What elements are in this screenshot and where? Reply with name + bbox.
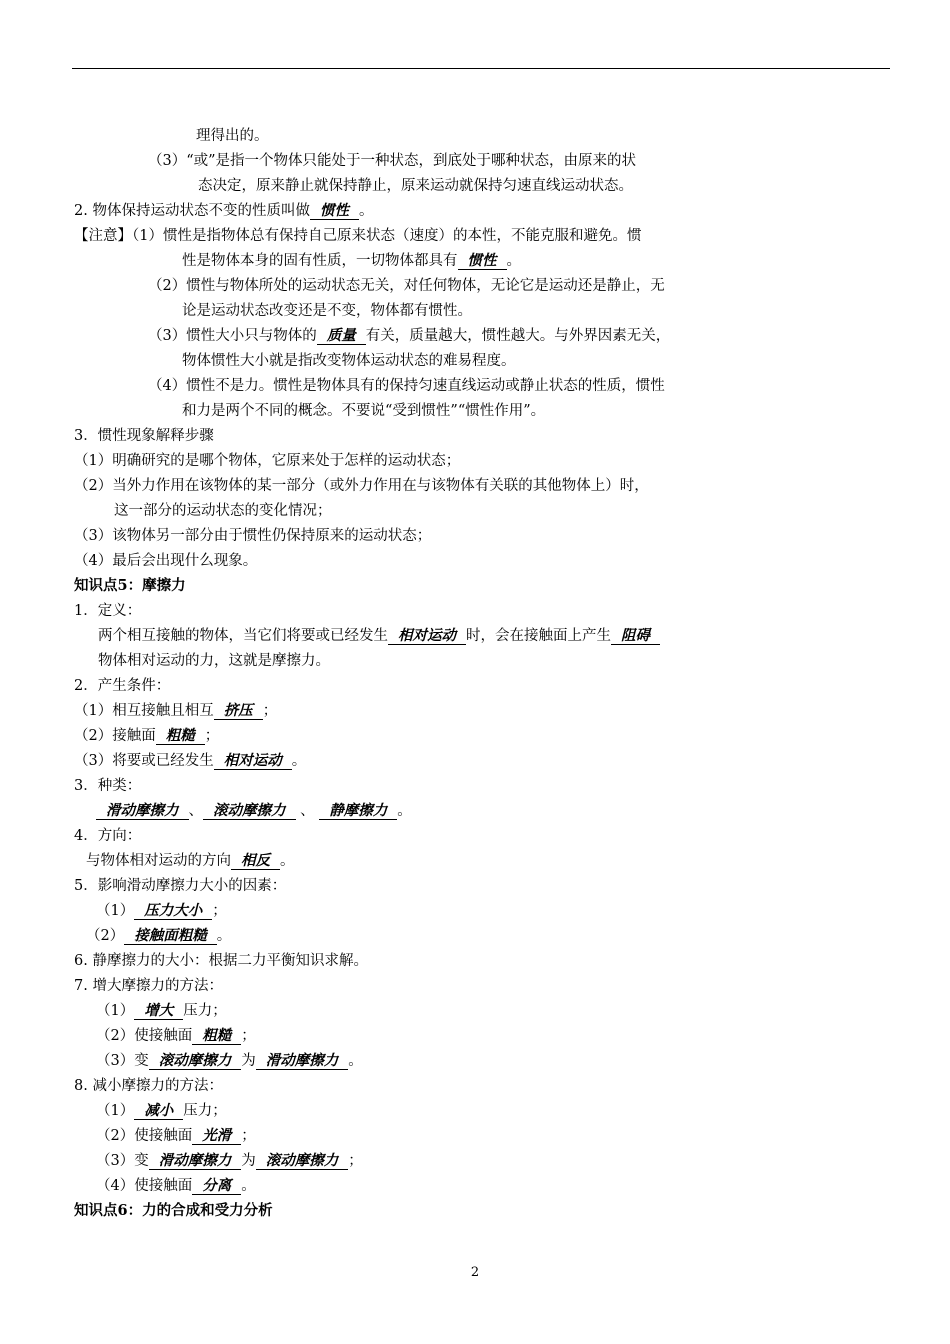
text-line (74, 752, 306, 770)
text-run: ； (204, 728, 220, 744)
answer-blank: 滑动摩擦力 (96, 803, 189, 820)
text-line (74, 477, 649, 495)
text-line (74, 677, 170, 695)
text-line (96, 1127, 256, 1145)
text-run: 8. 减小摩擦力的方法： (74, 1078, 223, 1094)
text-line (96, 1052, 363, 1070)
text-line (114, 502, 332, 520)
text-run: 。 (506, 253, 521, 269)
text-line (74, 952, 368, 970)
answer-blank: 滚动摩擦力 (203, 803, 296, 820)
header-rule (72, 68, 890, 69)
text-line (74, 777, 141, 795)
section-heading (74, 577, 186, 595)
text-run: （3）变 (96, 1153, 149, 1169)
answer-blank: 相对运动 (214, 753, 292, 770)
text-run: 这一部分的运动状态的变化情况； (114, 503, 332, 519)
text-run: （3）“或”是指一个物体只能处于一种状态，到底处于哪种状态，由原来的状 (148, 153, 637, 169)
text-line (96, 802, 412, 820)
answer-blank: 光滑 (192, 1128, 241, 1145)
text-run: （2） (86, 928, 125, 944)
text-line (98, 627, 660, 645)
text-line (74, 602, 141, 620)
text-run: （2）接触面 (74, 728, 156, 744)
text-run: 、 (295, 803, 320, 819)
text-run: （2）使接触面 (96, 1128, 193, 1144)
text-line (182, 352, 516, 370)
text-run: 物体惯性大小就是指改变物体运动状态的难易程度。 (182, 353, 516, 369)
text-run: ； (241, 1128, 256, 1144)
answer-blank: 惯性 (458, 253, 507, 270)
text-line (182, 402, 545, 420)
text-run: 态决定，原来静止就保持静止，原来运动就保持匀速直线运动状态。 (198, 178, 633, 194)
text-line (96, 1002, 227, 1020)
text-run: 。 (280, 853, 295, 869)
text-run: 3．种类： (74, 778, 142, 794)
answer-blank: 增大 (134, 1003, 183, 1020)
text-line (86, 852, 295, 870)
text-line (96, 902, 227, 920)
text-line (74, 227, 641, 245)
answer-blank: 粗糙 (156, 728, 205, 745)
text-run: 理得出的。 (196, 128, 269, 144)
text-run: （1） (96, 903, 135, 919)
text-run: 为 (241, 1153, 256, 1169)
text-run: ； (241, 1028, 256, 1044)
answer-blank: 滑动摩擦力 (149, 1153, 242, 1170)
text-line (148, 277, 665, 295)
text-line (98, 652, 330, 670)
text-run: 。 (291, 753, 307, 769)
text-line (148, 152, 636, 170)
text-run: ； (348, 1153, 363, 1169)
text-run: 。 (241, 1178, 256, 1194)
text-run: 有关，质量越大，惯性越大。与外界因素无关， (365, 328, 671, 344)
text-run: （1）明确研究的是哪个物体，它原来处于怎样的运动状态； (74, 453, 461, 469)
answer-blank: 分离 (192, 1178, 241, 1195)
text-run: （2）当外力作用在该物体的某一部分（或外力作用在与该物体有关联的其他物体上）时， (74, 478, 649, 494)
answer-blank: 接触面粗糙 (124, 928, 217, 945)
text-run: 性是物体本身的固有性质，一切物体都具有 (182, 253, 458, 269)
text-line (74, 1077, 223, 1095)
answer-blank: 粗糙 (192, 1028, 241, 1045)
text-run: （4）惯性不是力。惯性是物体具有的保持匀速直线运动或静止状态的性质，惯性 (148, 378, 665, 394)
text-run: ； (262, 703, 278, 719)
text-line (96, 1152, 363, 1170)
text-line (148, 377, 665, 395)
text-run: 物体相对运动的力，这就是摩擦力。 (98, 653, 330, 669)
text-run: （3）将要或已经发生 (74, 753, 214, 769)
text-line (148, 327, 670, 345)
text-line (182, 302, 472, 320)
text-run: 。 (358, 203, 374, 219)
answer-blank: 减小 (134, 1103, 183, 1120)
text-run: 4．方向： (74, 828, 142, 844)
section-heading (74, 1202, 273, 1220)
text-run: 3．惯性现象解释步骤 (74, 428, 214, 444)
text-run: 和力是两个不同的概念。不要说“受到惯性”“惯性作用”。 (182, 403, 546, 419)
answer-blank: 滑动摩擦力 (256, 1053, 349, 1070)
text-run: 。 (348, 1053, 363, 1069)
text-run: ； (212, 903, 227, 919)
text-run: 为 (241, 1053, 256, 1069)
text-run: （1） (96, 1003, 135, 1019)
text-line (74, 427, 214, 445)
text-line (198, 177, 633, 195)
text-run: 时，会在接触面上产生 (466, 628, 611, 644)
text-line (74, 702, 277, 720)
answer-blank: 压力大小 (134, 903, 212, 920)
text-run: 压力； (183, 1103, 227, 1119)
text-line (74, 552, 257, 570)
text-run: （3）变 (96, 1053, 149, 1069)
answer-blank: 质量 (317, 328, 366, 345)
text-line (74, 452, 460, 470)
text-run: （4）使接触面 (96, 1178, 193, 1194)
text-line (86, 927, 231, 945)
text-run: 知识点6：力的合成和受力分析 (74, 1202, 273, 1219)
page-number: 2 (470, 1265, 480, 1280)
text-line (74, 727, 219, 745)
text-run: （1）相互接触且相互 (74, 703, 214, 719)
text-line (96, 1102, 227, 1120)
text-run: 2. 物体保持运动状态不变的性质叫做 (74, 203, 310, 219)
answer-blank: 阻碍 (611, 628, 660, 645)
text-run: （1） (96, 1103, 135, 1119)
text-line (74, 527, 431, 545)
text-run: （3）惯性大小只与物体的 (148, 328, 317, 344)
text-run: 两个相互接触的物体，当它们将要或已经发生 (98, 628, 388, 644)
answer-blank: 滚动摩擦力 (256, 1153, 349, 1170)
text-run: （4）最后会出现什么现象。 (74, 553, 258, 569)
answer-blank: 静摩擦力 (319, 803, 397, 820)
text-line (96, 1177, 256, 1195)
text-run: 5．影响滑动摩擦力大小的因素： (74, 878, 287, 894)
text-run: 2．产生条件： (74, 678, 171, 694)
text-run: 与物体相对运动的方向 (86, 853, 231, 869)
text-line (96, 1027, 256, 1045)
text-line (74, 877, 286, 895)
text-run: 6. 静摩擦力的大小：根据二力平衡知识求解。 (74, 953, 368, 969)
answer-blank: 相反 (231, 853, 280, 870)
text-line (74, 827, 141, 845)
text-run: 知识点5：摩擦力 (74, 577, 186, 594)
text-run: 。 (216, 928, 232, 944)
text-line (196, 127, 269, 145)
text-line (182, 252, 521, 270)
text-line (74, 977, 223, 995)
text-run: 7. 增大摩擦力的方法： (74, 978, 223, 994)
answer-blank: 相对运动 (388, 628, 466, 645)
text-run: 、 (188, 803, 203, 819)
text-line (74, 202, 373, 220)
answer-blank: 滚动摩擦力 (149, 1053, 242, 1070)
text-run: 压力； (183, 1003, 227, 1019)
answer-blank: 挤压 (214, 703, 263, 720)
text-run: 【注意】（1）惯性是指物体总有保持自己原来状态（速度）的本性，不能克服和避免。惯 (74, 228, 642, 244)
text-run: （2）惯性与物体所处的运动状态无关，对任何物体，无论它是运动还是静止，无 (148, 278, 665, 294)
text-run: （2）使接触面 (96, 1028, 193, 1044)
text-run: 论是运动状态改变还是不变，物体都有惯性。 (182, 303, 472, 319)
answer-blank: 惯性 (310, 203, 359, 220)
text-run: 1．定义： (74, 603, 142, 619)
text-run: 。 (397, 803, 412, 819)
text-run: （3）该物体另一部分由于惯性仍保持原来的运动状态； (74, 528, 432, 544)
